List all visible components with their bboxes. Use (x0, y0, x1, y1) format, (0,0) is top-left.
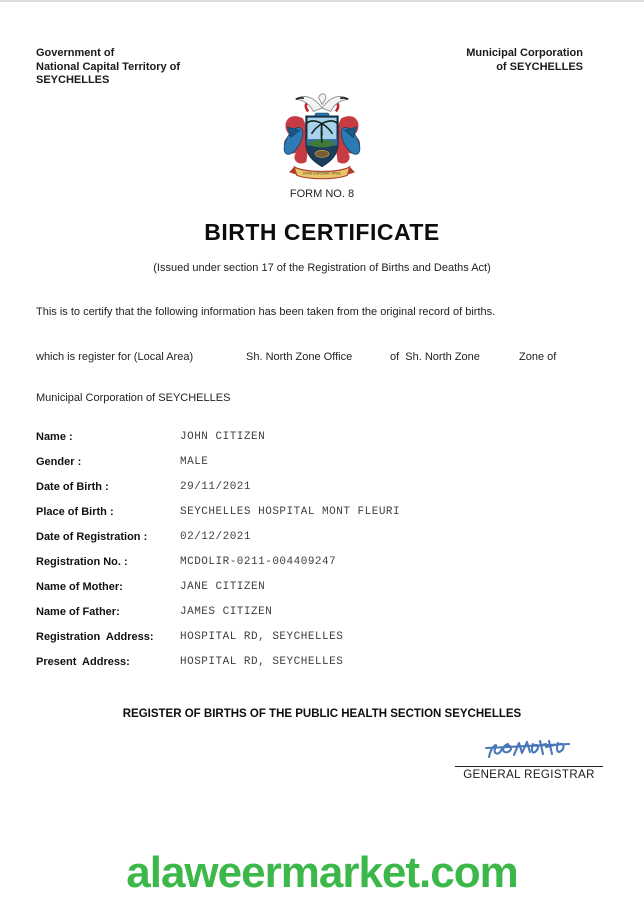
field-label: Date of Registration : (36, 531, 148, 543)
field-label: Registration No. : (36, 556, 128, 568)
field-value: JANE CITIZEN (180, 581, 266, 593)
seychelles-coat-of-arms-icon (270, 92, 374, 193)
field-value: HOSPITAL RD, SEYCHELLES (180, 656, 344, 668)
register-zone-value: of Sh. North Zone (390, 351, 480, 363)
register-zone-of-label: Zone of (519, 351, 557, 363)
field-label: Gender : (36, 456, 82, 468)
issuer-left-line: National Capital Territory of (36, 60, 181, 73)
register-line-prefix: which is register for (Local Area) (36, 351, 194, 363)
document-subtitle: (Issued under section 17 of the Registration of Births and Deaths Act) (153, 262, 491, 274)
field-row-registration-address (36, 631, 596, 656)
issuer-left-line: Government of (36, 47, 115, 59)
issuer-right-line: Municipal Corporation (466, 47, 583, 59)
issuer-right-line: of SEYCHELLES (496, 60, 583, 73)
certify-statement: This is to certify that the following information has been taken from the original record of births. (36, 306, 496, 318)
field-value: MCDOLIR-0211-004409247 (180, 556, 337, 568)
field-value: JAMES CITIZEN (180, 606, 273, 618)
field-row-registration-no (36, 556, 596, 581)
field-row-name (36, 431, 596, 456)
field-label: Place of Birth : (36, 506, 114, 518)
register-office-value: Sh. North Zone Office (246, 351, 353, 363)
field-row-date-of-birth (36, 481, 596, 506)
field-value: 02/12/2021 (180, 531, 252, 543)
register-of-births-heading: REGISTER OF BIRTHS OF THE PUBLIC HEALTH SECTION SEYCHELLES (122, 708, 522, 720)
field-value: SEYCHELLES HOSPITAL MONT FLEURI (180, 506, 401, 518)
corporation-line: Municipal Corporation of SEYCHELLES (36, 392, 231, 404)
document-title: BIRTH CERTIFICATE (204, 219, 440, 245)
registrar-signature-icon (481, 735, 577, 765)
field-label: Name of Father: (36, 606, 120, 618)
field-label: Present Address: (36, 656, 130, 668)
page-top-edge (0, 0, 644, 2)
issuer-right-block (466, 47, 583, 74)
field-label: Name of Mother: (36, 581, 123, 593)
issuer-left-line: SEYCHELLES (36, 74, 110, 86)
field-label: Name : (36, 431, 73, 443)
field-row-place-of-birth (36, 506, 596, 531)
watermark-text: alaweermarket.com (126, 848, 518, 897)
field-label: Registration Address: (36, 631, 154, 643)
field-row-date-of-registration (36, 531, 596, 556)
field-row-name-of-mother (36, 581, 596, 606)
field-label: Date of Birth : (36, 481, 109, 493)
signature-block (455, 735, 603, 781)
general-registrar-label: GENERAL REGISTRAR (463, 769, 595, 781)
form-number: FORM NO. 8 (289, 188, 355, 200)
field-row-name-of-father (36, 606, 596, 631)
field-value: JOHN CITIZEN (180, 431, 266, 443)
field-row-gender (36, 456, 596, 481)
field-value: MALE (180, 456, 209, 468)
field-value: HOSPITAL RD, SEYCHELLES (180, 631, 344, 643)
issuer-left-block (36, 47, 180, 88)
fields-list (36, 431, 596, 681)
field-value: 29/11/2021 (180, 481, 252, 493)
emblem-motto-text: FINIS CORONAT OPUS (303, 171, 341, 176)
signature-line (455, 766, 603, 767)
field-row-present-address (36, 656, 596, 681)
